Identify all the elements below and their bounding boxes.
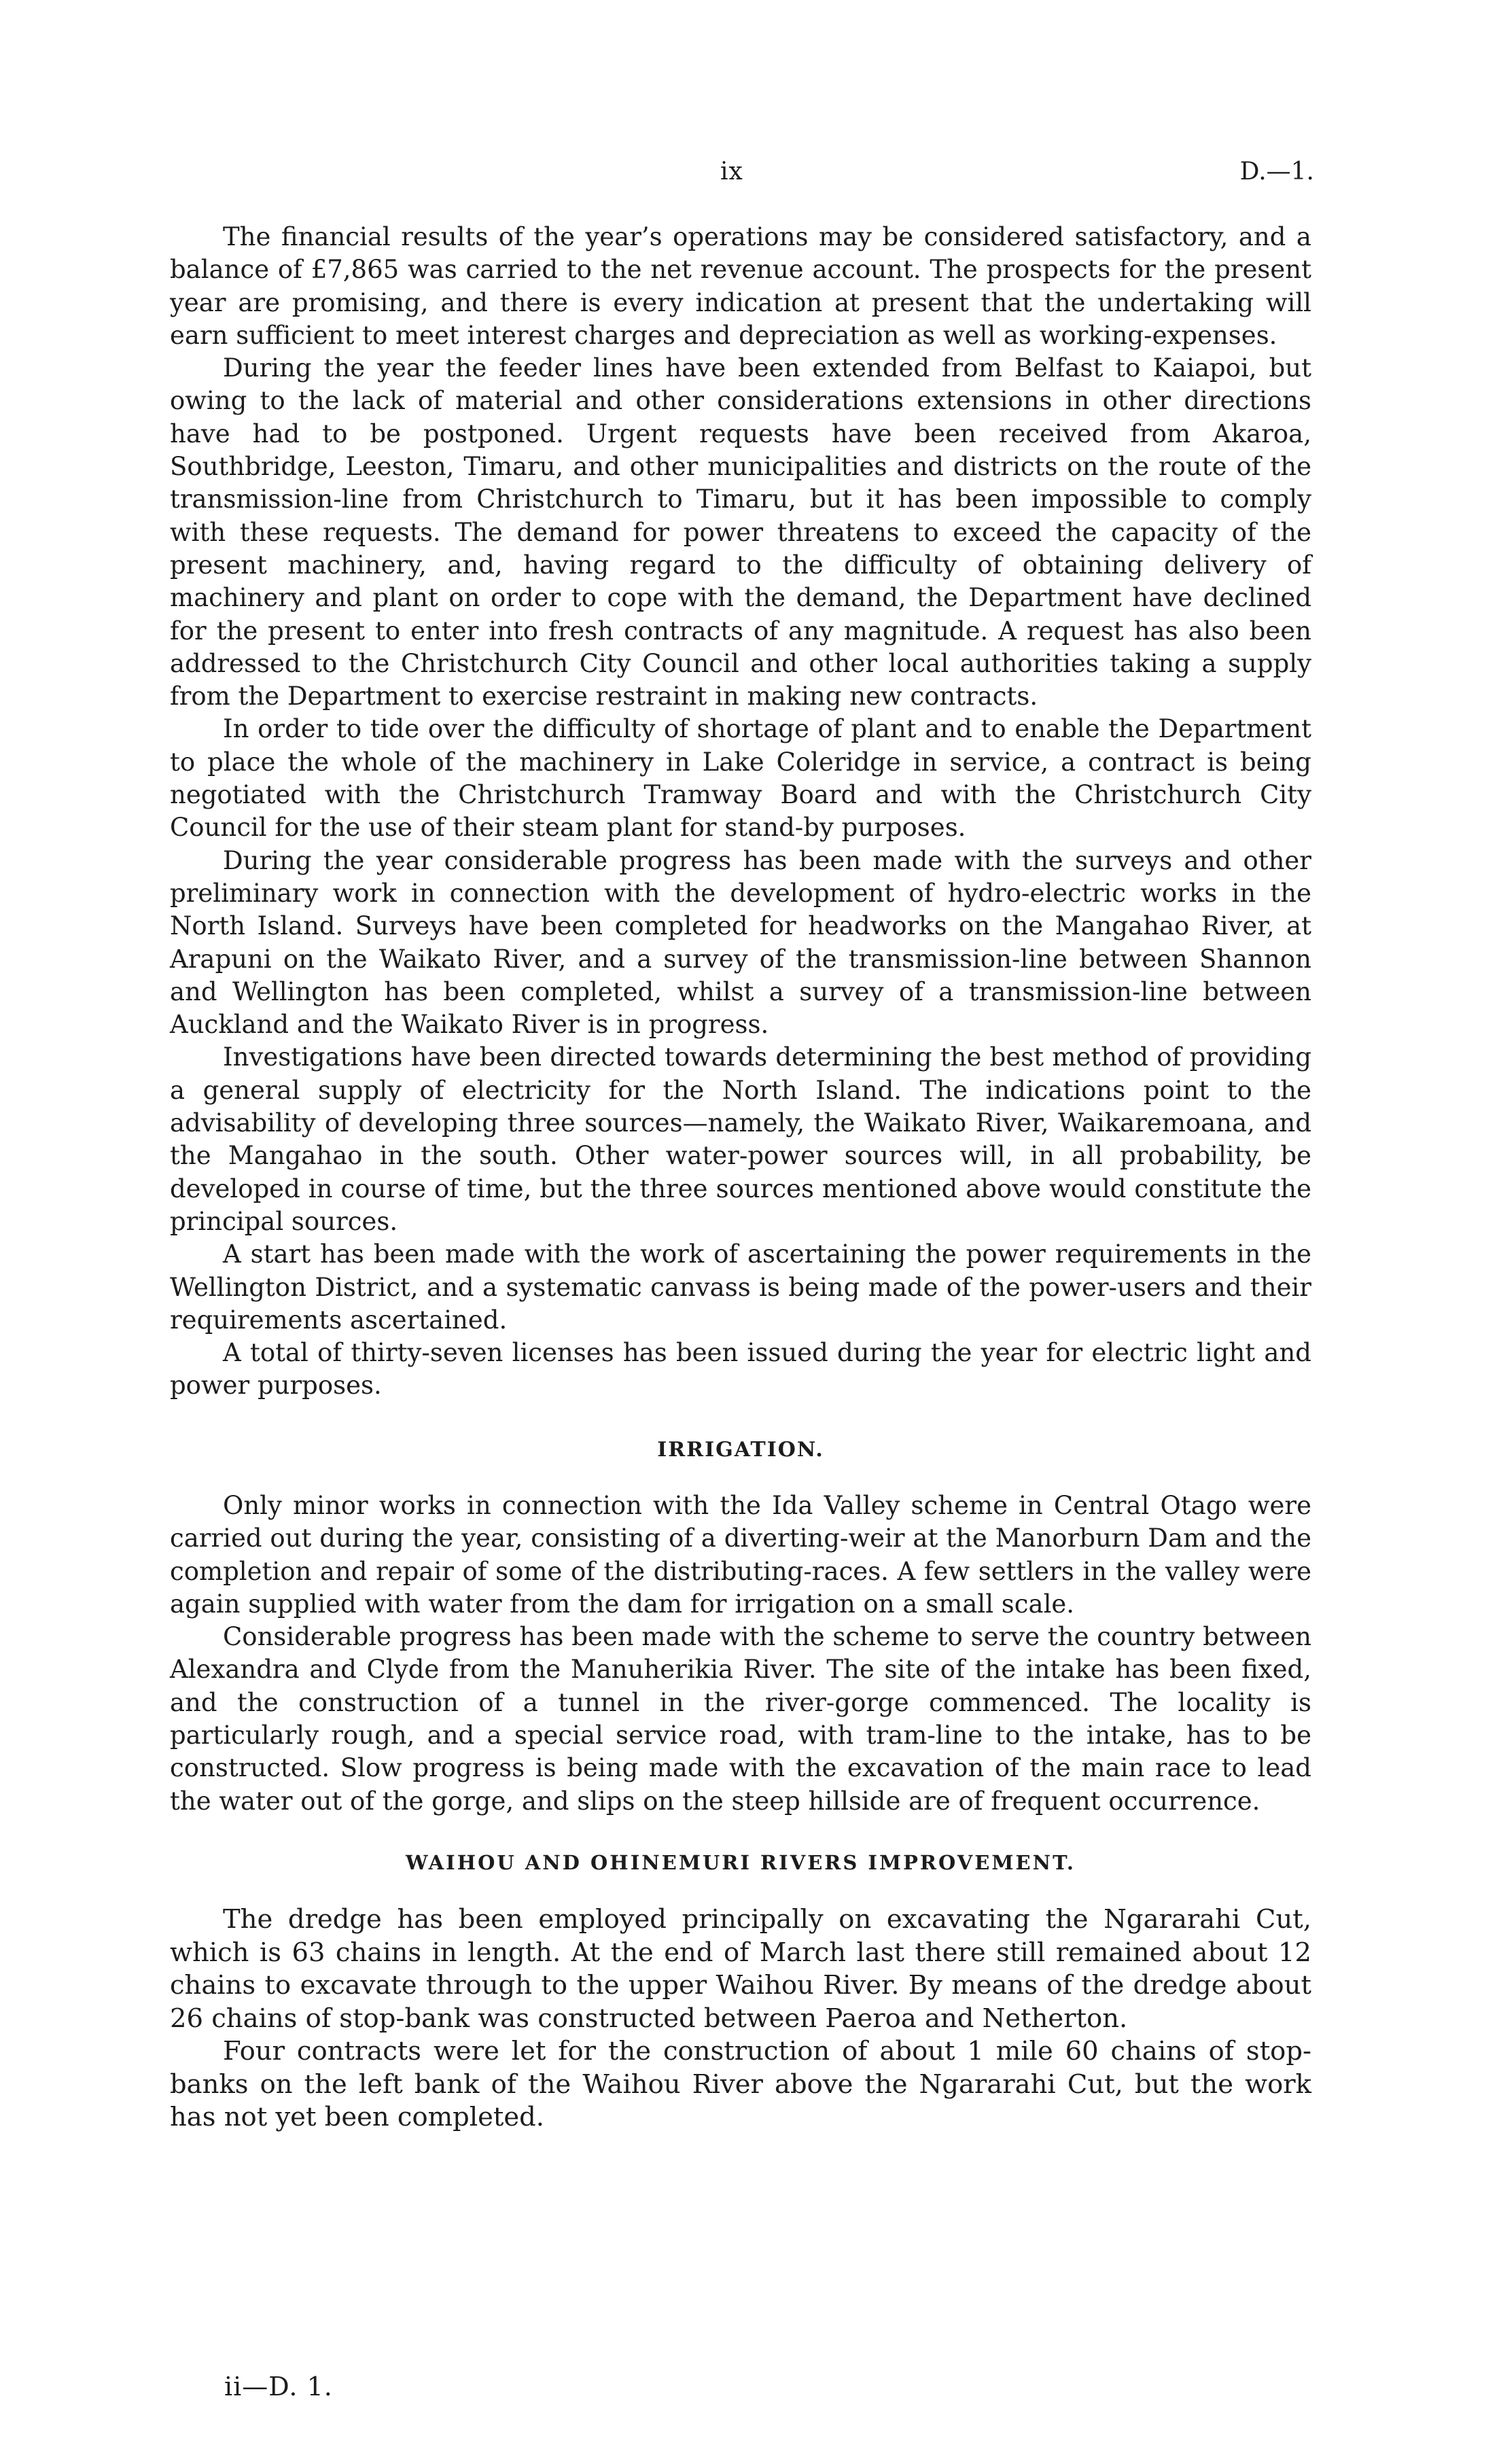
section-heading-irrigation: IRRIGATION. bbox=[657, 1437, 824, 1462]
electric-supply-section bbox=[170, 221, 1311, 1403]
paragraph: Only minor works in connection with the Ida Valley scheme in Central Otago were carried out during the year, consisting of a diverting-weir at the Manorburn Dam and the completion and repair of some of the distributing-races. A few settlers in the valley were again supplied with water from the dam for irrigation on a small scale. bbox=[170, 1490, 1311, 1619]
document-reference: D.—1. bbox=[1239, 158, 1314, 186]
signature-reference: ii—D. 1. bbox=[224, 2372, 333, 2401]
paragraph: Considerable progress has been made with the scheme to serve the country between Alexandra and Clyde from the Manuherikia River. The site of the intake has been fixed, and the construction of a tunnel in the river-gorge commenced. The locality is particularly rough, and a special service road, with tram-line to the intake, has to be constructed. Slow progress is being made with the excavation of the main race to lead the water out of the gorge, and slips on the steep hillside are of frequent occurrence. bbox=[170, 1622, 1311, 1816]
paragraph: During the year considerable progress has been made with the surveys and other preliminary work in connection with the development of hydro-electric works in the North Island. Surveys have been completed for headworks on the Mangahao River, at Arapuni on the Waikato River, and a survey of the transmission-line between Shannon and Wellington has been completed, whilst a survey of a transmission-line between Auckland and the Waikato River is in progress. bbox=[170, 845, 1311, 1040]
paragraph: The financial results of the year’s operations may be considered satisfactory, and a balance of £7,865 was carried to the net revenue account. The prospects for the present year are promising, and there is every indication at present that the undertaking will earn sufficient to meet interest charges and depreciation as well as working-expenses. bbox=[170, 222, 1311, 350]
waihou-section bbox=[170, 1846, 1311, 2134]
paragraph: Investigations have been directed towards determining the best method of providing a general supply of electricity for the North Island. The indications point to the advisability of developing three sources—namely, the Waikato River, Waikaremoana, and the Mangahao in the south. Other water-power sources will, in all probability, be developed in course of time, but the three sources mentioned above would constitute the principal sources. bbox=[170, 1042, 1311, 1236]
paragraph: In order to tide over the difficulty of shortage of plant and to enable the Department to place the whole of the machinery in Lake Coleridge in service, a contract is being negotiated with the Christchurch Tramway Board and with the Christchurch City Council for the use of their steam plant for stand-by purposes. bbox=[170, 714, 1311, 843]
section-heading-waihou: WAIHOU AND OHINEMURI RIVERS IMPROVEMENT. bbox=[405, 1850, 1076, 1874]
paragraph: A total of thirty-seven licenses has been issued during the year for electric light and power purposes. bbox=[170, 1338, 1311, 1401]
page-number: ix bbox=[720, 158, 743, 186]
irrigation-section bbox=[170, 1434, 1311, 1818]
page-header bbox=[0, 158, 1501, 192]
paragraph: The dredge has been employed principally on excavating the Ngararahi Cut, which is 63 chains in length. At the end of March last there still remained about 12 chains to excavate through to the upper Waihou River. By means of the dredge about 26 chains of stop-bank was constructed between Paeroa and Netherton. bbox=[170, 1904, 1311, 2034]
paragraph: During the year the feeder lines have been extended from Belfast to Kaiapoi, but owing to the lack of material and other considerations extensions in other directions have had to be postponed. Urgent requests have been received from Akaroa, Southbridge, Leeston, Timaru, and other municipalities and districts on the route of the transmission-line from Christchurch to Timaru, but it has been impossible to comply with these requests. The demand for power threatens to exceed the capacity of the present machinery, and, having regard to the difficulty of obtaining delivery of machinery and plant on order to cope with the demand, the Department have declined for the present to enter into fresh contracts of any magnitude. A request has also been addressed to the Christchurch City Council and other local authorities taking a supply from the Department to exercise restraint in making new contracts. bbox=[170, 353, 1311, 711]
paragraph: Four contracts were let for the construction of about 1 mile 60 chains of stop-banks on the left bank of the Waihou River above the Ngararahi Cut, but the work has not yet been completed. bbox=[170, 2036, 1311, 2133]
body-text bbox=[170, 221, 1311, 2134]
paragraph: A start has been made with the work of ascertaining the power requirements in the Wellington District, and a systematic canvass is being made of the power-users and their requirements ascertained. bbox=[170, 1239, 1311, 1335]
